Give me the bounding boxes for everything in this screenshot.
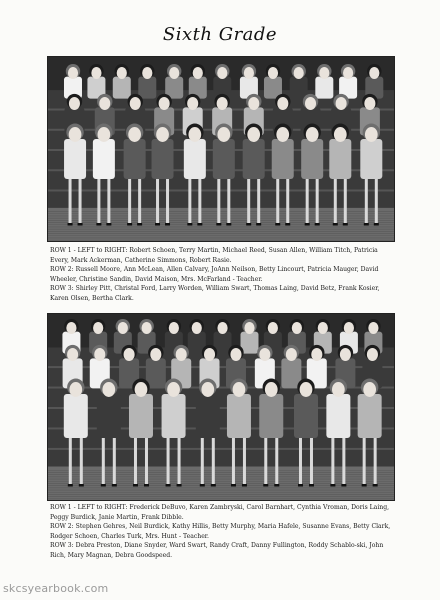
caption-2-row-2: ROW 2: Stephen Gehres, Neil Burdick, Kathy Hillis, Betty Murphy, Maria Hafele, Susanne Evans, Betty Clark, Rodger Schoen, Charles Turk, Mrs. Hunt - Teacher. (50, 523, 391, 540)
class-photo-2-image (48, 314, 394, 500)
caption-2-row-3: ROW 3: Debra Preston, Diane Snyder, Ward Swart, Randy Craft, Danny Fullington, Roddy Schablo-ski, John Rich, Mary Magnan, Debra Goodspeed. (50, 542, 384, 559)
caption-1 (50, 246, 395, 304)
page-title: Sixth Grade (162, 24, 278, 45)
class-photo-2 (47, 313, 395, 501)
class-photo-1 (47, 56, 395, 242)
caption-1-row-3: ROW 3: Shirley Pitt, Christal Ford, Larry Worden, William Swart, Thomas Laing, David Betz, Frank Kosier, Karen Olsen, Bertha Clark. (50, 285, 380, 302)
class-photo-1-image (48, 57, 394, 241)
caption-1-row-1: ROW 1 - LEFT to RIGHT: Robert Schoen, Terry Martin, Michael Reed, Susan Allen, William Titch, Patricia Every, Mark Ackerman, Catherine Simmons, Robert Rasie. (50, 247, 378, 264)
caption-2-row-1: ROW 1 - LEFT to RIGHT: Frederick DeBuvo, Karen Zambryski, Carol Barnhart, Cynthia Vroman, Doris Laing, Peggy Burdick, Janie Martin, Frank Dibble. (50, 504, 390, 521)
caption-1-row-2: ROW 2: Russell Moore, Ann McLean, Allen Calvary, JoAnn Neilson, Betty Lincourt, Patricia Mauger, David Wheeler, Christine Sandin, David Maison, Mrs. McFarland - Teacher. (50, 266, 379, 283)
caption-2 (50, 503, 395, 561)
watermark: skcsyearbook.com (3, 582, 109, 595)
